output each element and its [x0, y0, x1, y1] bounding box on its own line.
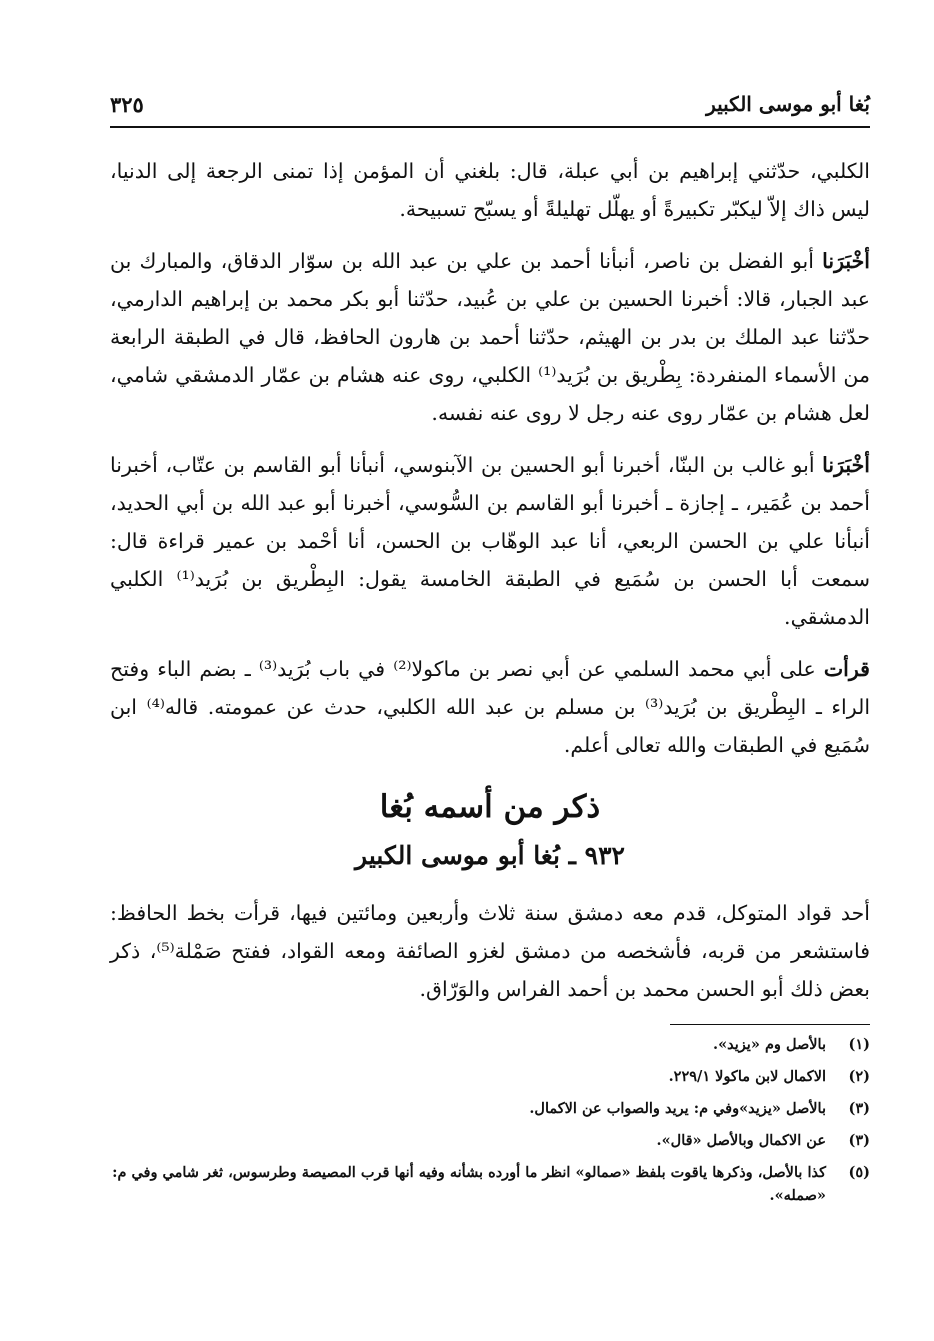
footnote-item — [110, 1129, 870, 1152]
footnote-text: كذا بالأصل، وذكرها ياقوت بلفظ «صمالو» انظر ما أورده بشأنه وفيه أنها قرب المصيصة وطرسوس، ثغر شامي وفي م: «صمله». — [112, 1164, 826, 1204]
header-rule — [110, 126, 870, 128]
paragraph-text: أبو الفضل بن ناصر، أنبأنا أحمد بن علي بن عبد الله بن سوّار الدقاق، والمبارك بن عبد الجبار، قالا: أخبرنا الحسين بن علي بن عُبيد، حدّثنا أبو بكر محمد بن إبراهيم الدارمي، حدّثنا عبد الملك بن بدر بن الهيثم، حدّثنا أحمد بن هارون الحافظ، قال في الطبقة الرابعة من الأسماء المنفردة: بِطْريق بن بُرَيد⁽¹⁾ الكلبي، روى عنه هشام بن عمّار الدمشقي شامي، لعل هشام بن عمّار روى عنه رجل لا روى عنه نفسه. — [110, 249, 870, 425]
page-number: ٣٢٥ — [110, 92, 144, 117]
paragraph-4 — [110, 650, 870, 764]
paragraph-2 — [110, 242, 870, 432]
footnotes-list — [110, 1033, 870, 1207]
entry-title: ٩٣٢ ـ بُغا أبو موسى الكبير — [355, 841, 625, 870]
paragraph-1 — [110, 152, 870, 228]
paragraph-3 — [110, 446, 870, 636]
footnote-text: الاكمال لابن ماكولا ٢٢٩/١. — [668, 1068, 826, 1085]
paragraph-lead-word: أخْبَرَنا — [822, 453, 870, 477]
paragraph-text: على أبي محمد السلمي عن أبي نصر بن ماكولا⁽²⁾ في باب بُرَيد⁽³⁾ ـ بضم الباء وفتح الراء ـ البِطْريق بن بُرَيد⁽³⁾ بن مسلم بن عبد الله الكلبي، حدث عن عمومته. قاله⁽⁴⁾ ابن سُمَيع في الطبقات والله تعالى أعلم. — [110, 657, 871, 757]
paragraph-lead-word: أخْبَرَنا — [822, 249, 870, 273]
footnote-mark: (٢) — [848, 1068, 870, 1085]
book-page — [110, 0, 870, 1341]
footnote-mark: (٣) — [848, 1100, 870, 1117]
paragraph-text: أبو غالب بن البنّا، أخبرنا أبو الحسين بن الآبنوسي، أنبأنا أبو القاسم بن عتّاب، أخبرنا أحمد بن عُمَير، ـ إجازة ـ أخبرنا أبو القاسم بن السُّوسي، أخبرنا أبو عبد الله بن أبي الحديد، أنبأنا علي بن الحسن الربعي، أنا عبد الوهّاب بن الحسن، أنا أحْمد بن عمير قراءة قال: سمعت أبا الحسن بن سُمَيع في الطبقة الخامسة يقول: البِطْريق بن بُرَيد⁽¹⁾ الكلبي الدمشقي. — [110, 453, 870, 629]
page-body — [110, 152, 870, 1216]
footnote-item — [110, 1097, 870, 1120]
section-title: ذكر من أسمه بُغا — [379, 789, 601, 825]
running-title: بُغا أبو موسى الكبير — [706, 92, 870, 116]
footnote-item — [110, 1161, 870, 1207]
footnote-item — [110, 1065, 870, 1088]
footnote-mark: (٥) — [848, 1164, 870, 1181]
paragraph-lead-word: قرأت — [823, 657, 870, 681]
footnote-rule — [670, 1024, 870, 1025]
footnote-text: بالأصل وم «يزيد». — [713, 1036, 826, 1053]
running-header — [110, 92, 870, 122]
footnote-mark: (١) — [848, 1036, 870, 1053]
paragraph-text: الكلبي، حدّثني إبراهيم بن أبي عبلة، قال: بلغني أن المؤمن إذا تمنى الرجعة إلى الدنيا، ليس ذاك إلاّ ليكبّر تكبيرةً أو يهلّل تهليلةً أو يسبّح تسبيحة. — [110, 159, 870, 221]
footnote-text: عن الاكمال وبالأصل «قال». — [656, 1132, 826, 1149]
entry-paragraph: أحد قواد المتوكل، قدم معه دمشق سنة ثلاث وأربعين ومائتين فيها، قرأت بخط الحافظ: فاستشعر من قربه، فأشخصه من دمشق لغزو الصائفة ومعه القواد، ففتح صَمْلة⁽⁵⁾، ذكر بعض ذلك أبو الحسن محمد بن أحمد الفراس والوَرّاق. — [110, 901, 870, 1001]
footnote-text: بالأصل «يزيد»وفي م: يريد والصواب عن الاكمال. — [529, 1100, 826, 1117]
footnote-mark: (٣) — [848, 1132, 870, 1149]
footnote-item — [110, 1033, 870, 1056]
